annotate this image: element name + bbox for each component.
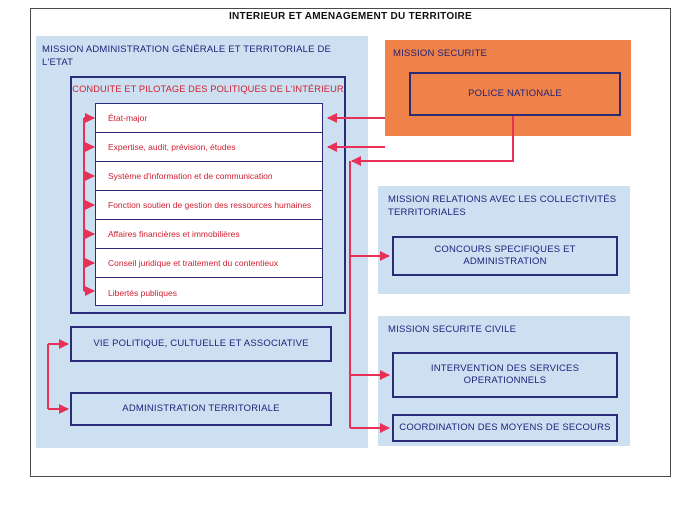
conduite-pilotage-title: CONDUITE ET PILOTAGE DES POLITIQUES DE L'INTÉRIEUR (72, 84, 344, 94)
police-nationale-box: POLICE NATIONALE (409, 72, 621, 116)
list-item: Conseil juridique et traitement du contentieux (96, 249, 322, 278)
mission-securite-label: MISSION SECURITE (393, 48, 487, 59)
coordination-moyens-box: COORDINATION DES MOYENS DE SECOURS (392, 414, 618, 442)
list-item: Libertés publiques (108, 287, 177, 298)
list-item: Expertise, audit, prévision, études (96, 133, 322, 162)
administration-territoriale-box: ADMINISTRATION TERRITORIALE (70, 392, 332, 426)
page-title: INTERIEUR ET AMENAGEMENT DU TERRITOIRE (228, 11, 473, 22)
list-item: Système d'information et de communication (96, 162, 322, 191)
list-item: État-major (96, 104, 322, 133)
mission-securite-civile-label: MISSION SECURITE CIVILE (388, 324, 517, 335)
mission-relations-label: MISSION RELATIONS AVEC LES COLLECTIVITÉS TERRITORIALES (388, 194, 617, 218)
intervention-services-box (392, 352, 618, 398)
vie-politique-box: VIE POLITIQUE, CULTUELLE ET ASSOCIATIVE (70, 326, 332, 362)
conduite-programs-list (95, 103, 323, 306)
mission-agte-label: MISSION ADMINISTRATION GÉNÉRALE ET TERRITORIALE DE L'ETAT (42, 44, 332, 68)
list-item: Fonction soutien de gestion des ressources humaines (96, 191, 322, 220)
intervention-services-label: INTERVENTION DES SERVICES OPERATIONNELS (430, 362, 580, 386)
list-item: Affaires financières et immobilières (96, 220, 322, 249)
concours-specifiques-box: CONCOURS SPECIFIQUES ET ADMINISTRATION (392, 236, 618, 276)
